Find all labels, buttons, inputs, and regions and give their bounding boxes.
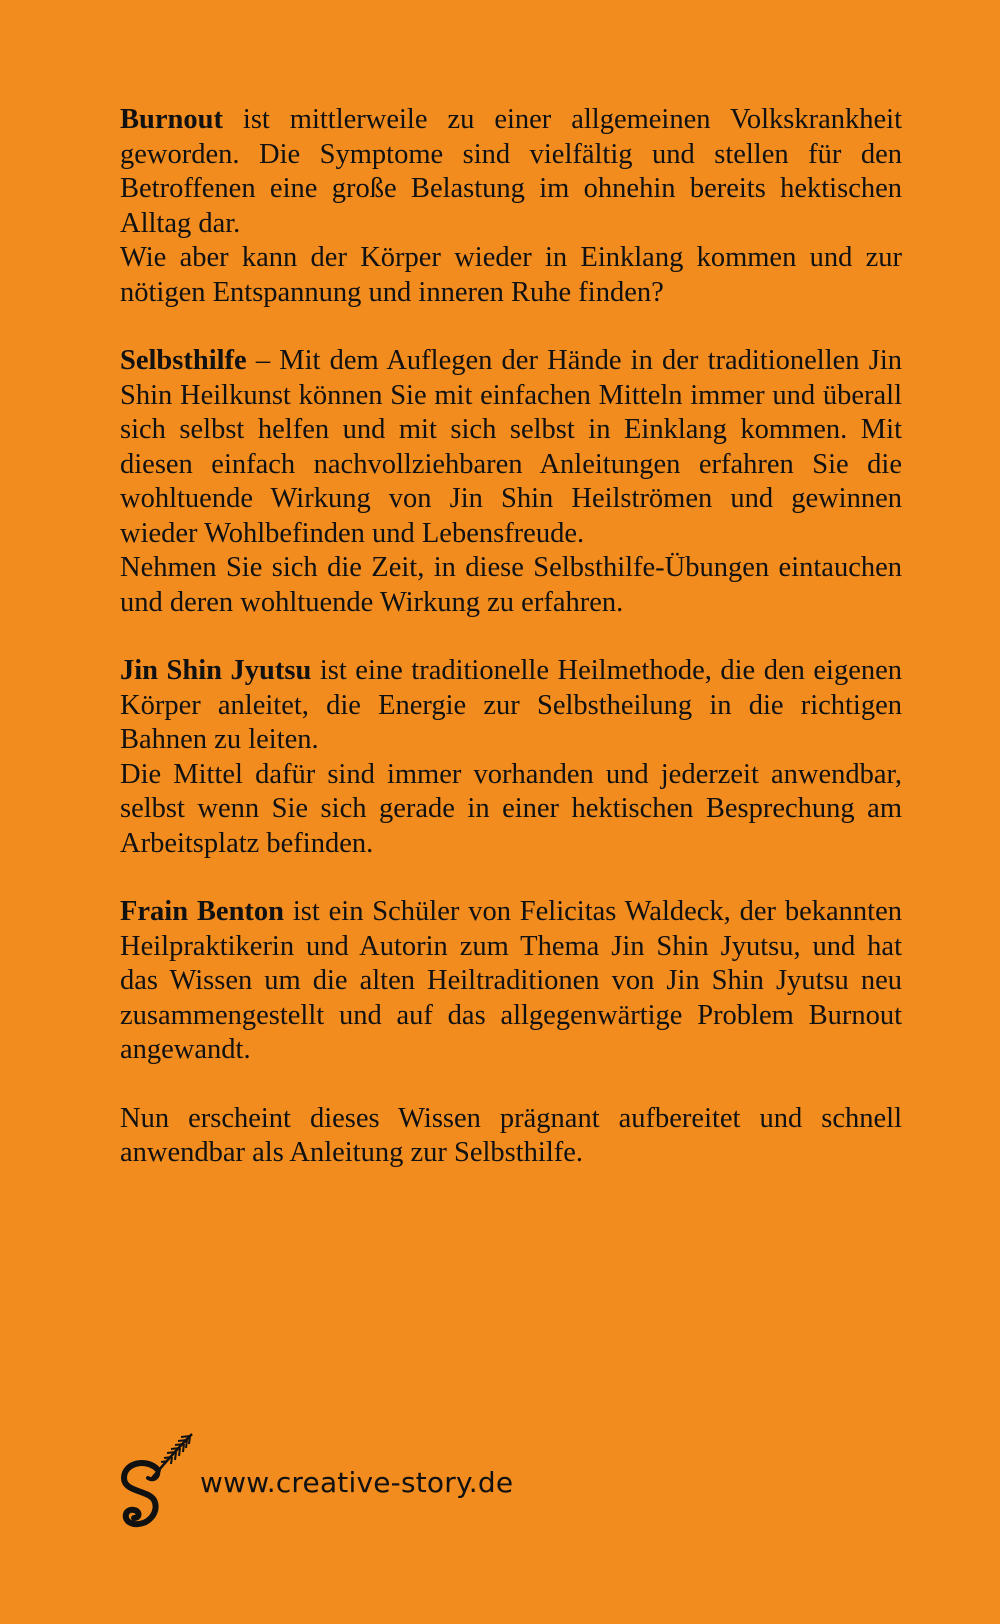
- paragraph-author: [120, 895, 902, 1068]
- paragraph-text: Die Mittel dafür sind immer vorhanden und jederzeit anwendbar, selbst wenn Sie sich gerade in einer hektischen Besprechung am Arbeitsplatz befinden.: [120, 758, 902, 859]
- paragraph-text: Nun erscheint dieses Wissen prägnant aufbereitet und schnell anwendbar als Anleitung zur Selbsthilfe.: [120, 1102, 902, 1168]
- lead-term: Jin Shin Jyutsu: [120, 655, 312, 686]
- paragraph-text: ist ein Schüler von Felicitas Waldeck, der bekannten Heilpraktikerin und Autorin zum Thema Jin Shin Jyutsu, und hat das Wissen um die alten Heiltraditionen von Jin Shin Jyutsu neu zusammengestellt und auf das allgegenwärtige Problem Burnout angewandt.: [120, 896, 902, 1065]
- section-closing: [120, 1102, 902, 1171]
- lead-term: Frain Benton: [120, 896, 285, 927]
- paragraph-selbsthilfe: [120, 344, 902, 551]
- paragraph-text: ist eine traditionelle Heilmethode, die den eigenen Körper anleitet, die Energie zur Selbstheilung in die richtigen Bahnen zu leiten.: [120, 655, 902, 755]
- lead-term: Burnout: [120, 104, 223, 135]
- paragraph-burnout-question: [120, 241, 902, 310]
- paragraph-jin-shin-jyutsu: [120, 654, 902, 758]
- feather-s-monogram-icon: [118, 1426, 198, 1532]
- paragraph-burnout-intro: [120, 103, 902, 241]
- paragraph-text: Wie aber kann der Körper wieder in Einklang kommen und zur nötigen Entspannung und inneren Ruhe finden?: [120, 242, 902, 308]
- section-author: [120, 895, 902, 1068]
- paragraph-selbsthilfe-invite: [120, 551, 902, 620]
- lead-term: Selbsthilfe: [120, 345, 247, 376]
- paragraph-jin-shin-jyutsu-means: [120, 758, 902, 862]
- publisher-footer: [118, 1426, 513, 1532]
- paragraph-text: ist mittlerweile zu einer allgemeinen Volkskrankheit geworden. Die Symptome sind vielfältig und stellen für den Betroffenen eine große Belastung im ohnehin bereits hektischen Alltag dar.: [120, 104, 902, 239]
- section-burnout: [120, 103, 902, 310]
- website-url[interactable]: www.creative-story.de: [200, 1465, 514, 1499]
- back-cover-text: [120, 103, 902, 1205]
- paragraph-text: – Mit dem Auflegen der Hände in der traditionellen Jin Shin Heilkunst können Sie mit einfachen Mitteln immer und überall sich selbst helfen und mit sich selbst in Einklang kommen. Mit diesen einfach nachvollziehbaren Anleitungen erfahren Sie die wohltuende Wirkung von Jin Shin Heilströmen und gewinnen wieder Wohlbefinden und Lebensfreude.: [120, 345, 902, 549]
- paragraph-closing: [120, 1102, 902, 1171]
- section-jin-shin-jyutsu: [120, 654, 902, 861]
- paragraph-text: Nehmen Sie sich die Zeit, in diese Selbsthilfe-Übungen eintauchen und deren wohltuende Wirkung zu erfahren.: [120, 552, 902, 618]
- section-selbsthilfe: [120, 344, 902, 620]
